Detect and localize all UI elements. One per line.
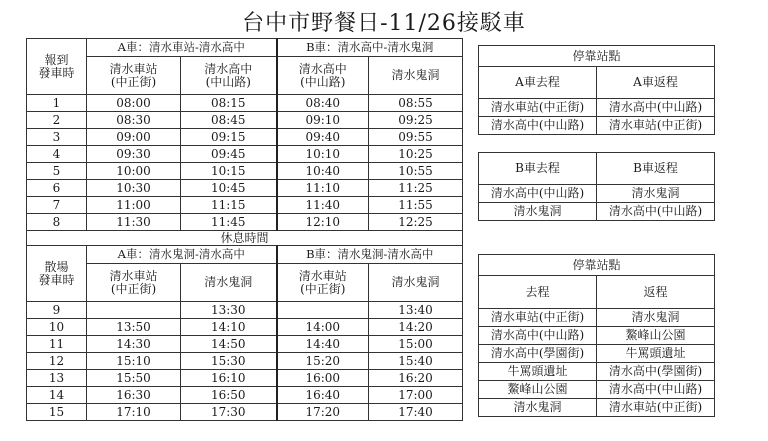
departure-time: 11:10 <box>277 180 369 197</box>
stops-c-cell: 清水高中(中山路) <box>597 381 715 399</box>
stops-c-table <box>478 254 715 417</box>
departure-time: 08:55 <box>369 95 463 112</box>
stops-c-row <box>479 399 715 417</box>
departure-time: 16:10 <box>181 370 277 387</box>
header-line: 清水鬼洞 <box>391 275 440 289</box>
departure-time: 09:10 <box>277 112 369 129</box>
table-row <box>27 146 463 163</box>
departure-time: 16:30 <box>87 387 181 404</box>
header-line: (中正街) <box>110 74 157 89</box>
departure-time: 11:00 <box>87 197 181 214</box>
departure-time: 11:55 <box>369 197 463 214</box>
stops-b-cell: 清水鬼洞 <box>597 185 715 203</box>
a-stop-header <box>87 264 181 302</box>
a-route-title: A車：清水鬼洞-清水高中 <box>87 246 277 264</box>
header-line: 發車時 <box>38 65 75 80</box>
departure-time: 17:10 <box>87 404 181 421</box>
stops-c-header-row <box>479 255 715 276</box>
departure-time: 09:30 <box>87 146 181 163</box>
row-label-header <box>27 39 87 95</box>
trip-number: 4 <box>27 146 87 163</box>
departure-time: 09:25 <box>369 112 463 129</box>
trip-number: 12 <box>27 353 87 370</box>
stops-c-row <box>479 309 715 327</box>
departure-time: 15:40 <box>369 353 463 370</box>
column-header-row <box>27 57 463 95</box>
departure-time: 09:40 <box>277 129 369 146</box>
table-row <box>27 302 463 319</box>
departure-time: 16:40 <box>277 387 369 404</box>
break-row <box>27 231 463 246</box>
stops-c-col-return: 返程 <box>597 276 715 309</box>
departure-time: 17:20 <box>277 404 369 421</box>
stops-c-col-row <box>479 276 715 309</box>
trip-number: 13 <box>27 370 87 387</box>
departure-time: 13:40 <box>369 302 463 319</box>
table-row <box>27 319 463 336</box>
stops-c-row <box>479 363 715 381</box>
stops-c-cell: 牛罵頭遺址 <box>479 363 597 381</box>
departure-time: 17:30 <box>181 404 277 421</box>
header-line: (中山路) <box>205 74 251 89</box>
stops-c-cell: 清水鬼洞 <box>597 309 715 327</box>
departure-time: 14:30 <box>87 336 181 353</box>
b-route-title: B車：清水鬼洞-清水高中 <box>277 246 463 264</box>
departure-time: 16:00 <box>277 370 369 387</box>
stops-c-cell: 鰲峰山公園 <box>479 381 597 399</box>
section-title-row <box>27 39 463 57</box>
stops-c-cell: 清水鬼洞 <box>479 399 597 417</box>
departure-time: 09:15 <box>181 129 277 146</box>
header-line: 報到 <box>44 52 69 67</box>
table-row <box>27 95 463 112</box>
a-stop-header <box>181 57 277 95</box>
departure-time: 10:25 <box>369 146 463 163</box>
b-stop-header <box>277 264 369 302</box>
departure-time: 09:55 <box>369 129 463 146</box>
departure-time: 08:15 <box>181 95 277 112</box>
stops-a-table <box>478 45 715 135</box>
trip-number: 15 <box>27 404 87 421</box>
stops-a-cell: 清水高中(中山路) <box>479 117 597 135</box>
column-header-row <box>27 264 463 302</box>
stops-b-table <box>478 152 715 221</box>
departure-time: 11:30 <box>87 214 181 231</box>
departure-time: 11:25 <box>369 180 463 197</box>
stops-a-header: 停靠站點 <box>479 46 715 67</box>
header-line: 清水高中 <box>204 61 253 76</box>
stops-c-row <box>479 381 715 399</box>
stops-a-cell: 清水車站(中正街) <box>479 99 597 117</box>
departure-time: 15:00 <box>369 336 463 353</box>
stops-b-cell: 清水鬼洞 <box>479 203 597 221</box>
break-label: 休息時間 <box>27 231 463 246</box>
departure-time: 11:15 <box>181 197 277 214</box>
header-line: 清水車站 <box>298 268 347 283</box>
header-line: (中正街) <box>110 281 157 296</box>
row-label-header <box>27 246 87 302</box>
trip-number: 1 <box>27 95 87 112</box>
departure-time: 13:30 <box>181 302 277 319</box>
header-line: 清水車站 <box>109 61 158 76</box>
departure-time: 08:00 <box>87 95 181 112</box>
table-row <box>27 404 463 421</box>
stops-c-col-go: 去程 <box>479 276 597 309</box>
trip-number: 14 <box>27 387 87 404</box>
schedule-table <box>26 38 463 421</box>
departure-time: 11:40 <box>277 197 369 214</box>
departure-time: 12:10 <box>277 214 369 231</box>
departure-time: 15:10 <box>87 353 181 370</box>
departure-time: 17:40 <box>369 404 463 421</box>
table-row <box>27 214 463 231</box>
departure-time: 16:20 <box>369 370 463 387</box>
table-row <box>27 112 463 129</box>
stops-c-cell: 鰲峰山公園 <box>597 327 715 345</box>
stops-c-cell: 清水車站(中正街) <box>479 309 597 327</box>
departure-time: 13:50 <box>87 319 181 336</box>
departure-time: 14:10 <box>181 319 277 336</box>
table-row <box>27 163 463 180</box>
stops-a-col-return: A車返程 <box>597 67 715 99</box>
stops-c-row <box>479 327 715 345</box>
departure-time: 12:25 <box>369 214 463 231</box>
section-title-row <box>27 246 463 264</box>
stops-c-row <box>479 345 715 363</box>
table-row <box>27 180 463 197</box>
table-row <box>27 129 463 146</box>
departure-time <box>277 302 369 319</box>
stops-b-cell: 清水高中(中山路) <box>479 185 597 203</box>
departure-time: 16:50 <box>181 387 277 404</box>
trip-number: 6 <box>27 180 87 197</box>
a-stop-header <box>87 57 181 95</box>
stops-b-cell: 清水高中(中山路) <box>597 203 715 221</box>
departure-time: 15:30 <box>181 353 277 370</box>
header-line: 清水高中 <box>298 61 347 76</box>
header-line: 發車時 <box>38 272 75 287</box>
trip-number: 10 <box>27 319 87 336</box>
stops-c-cell: 牛罵頭遺址 <box>597 345 715 363</box>
departure-time: 10:55 <box>369 163 463 180</box>
stops-c-cell: 清水車站(中正街) <box>597 399 715 417</box>
stops-b-col-go: B車去程 <box>479 153 597 185</box>
departure-time: 10:40 <box>277 163 369 180</box>
trip-number: 11 <box>27 336 87 353</box>
stops-c-header: 停靠站點 <box>479 255 715 276</box>
b-stop-header <box>277 57 369 95</box>
header-line: 清水鬼洞 <box>204 275 253 289</box>
table-row <box>27 197 463 214</box>
departure-time: 14:20 <box>369 319 463 336</box>
departure-time: 09:00 <box>87 129 181 146</box>
departure-time: 08:45 <box>181 112 277 129</box>
stops-c-cell: 清水高中(中山路) <box>479 327 597 345</box>
departure-time: 10:15 <box>181 163 277 180</box>
table-row <box>27 370 463 387</box>
trip-number: 3 <box>27 129 87 146</box>
departure-time: 08:30 <box>87 112 181 129</box>
b-stop-header <box>369 57 463 95</box>
table-row <box>27 336 463 353</box>
departure-time: 10:45 <box>181 180 277 197</box>
stops-c-cell: 清水高中(學園街) <box>479 345 597 363</box>
table-row <box>27 387 463 404</box>
stops-a-col-go: A車去程 <box>479 67 597 99</box>
header-line: 清水車站 <box>109 268 158 283</box>
departure-time: 15:20 <box>277 353 369 370</box>
departure-time <box>87 302 181 319</box>
table-row <box>27 353 463 370</box>
departure-time: 10:30 <box>87 180 181 197</box>
trip-number: 5 <box>27 163 87 180</box>
a-route-title: A車：清水車站-清水高中 <box>87 39 277 57</box>
header-line: (中正街) <box>300 281 346 296</box>
stops-a-cell: 清水車站(中正街) <box>597 117 715 135</box>
departure-time: 15:50 <box>87 370 181 387</box>
departure-time: 17:00 <box>369 387 463 404</box>
header-line: 散場 <box>44 259 69 274</box>
departure-time: 10:10 <box>277 146 369 163</box>
stops-c-cell: 清水高中(學園街) <box>597 363 715 381</box>
departure-time: 09:45 <box>181 146 277 163</box>
departure-time: 14:40 <box>277 336 369 353</box>
b-stop-header <box>369 264 463 302</box>
a-stop-header <box>181 264 277 302</box>
trip-number: 2 <box>27 112 87 129</box>
trip-number: 9 <box>27 302 87 319</box>
header-line: 清水鬼洞 <box>391 68 440 82</box>
trip-number: 7 <box>27 197 87 214</box>
page-title: 台中市野餐日-11/26接駁車 <box>242 11 526 36</box>
trip-number: 8 <box>27 214 87 231</box>
stops-b-col-return: B車返程 <box>597 153 715 185</box>
departure-time: 14:50 <box>181 336 277 353</box>
b-route-title: B車：清水高中-清水鬼洞 <box>277 39 463 57</box>
departure-time: 11:45 <box>181 214 277 231</box>
departure-time: 08:40 <box>277 95 369 112</box>
header-line: (中山路) <box>300 74 346 89</box>
departure-time: 10:00 <box>87 163 181 180</box>
departure-time: 14:00 <box>277 319 369 336</box>
stops-a-cell: 清水高中(中山路) <box>597 99 715 117</box>
